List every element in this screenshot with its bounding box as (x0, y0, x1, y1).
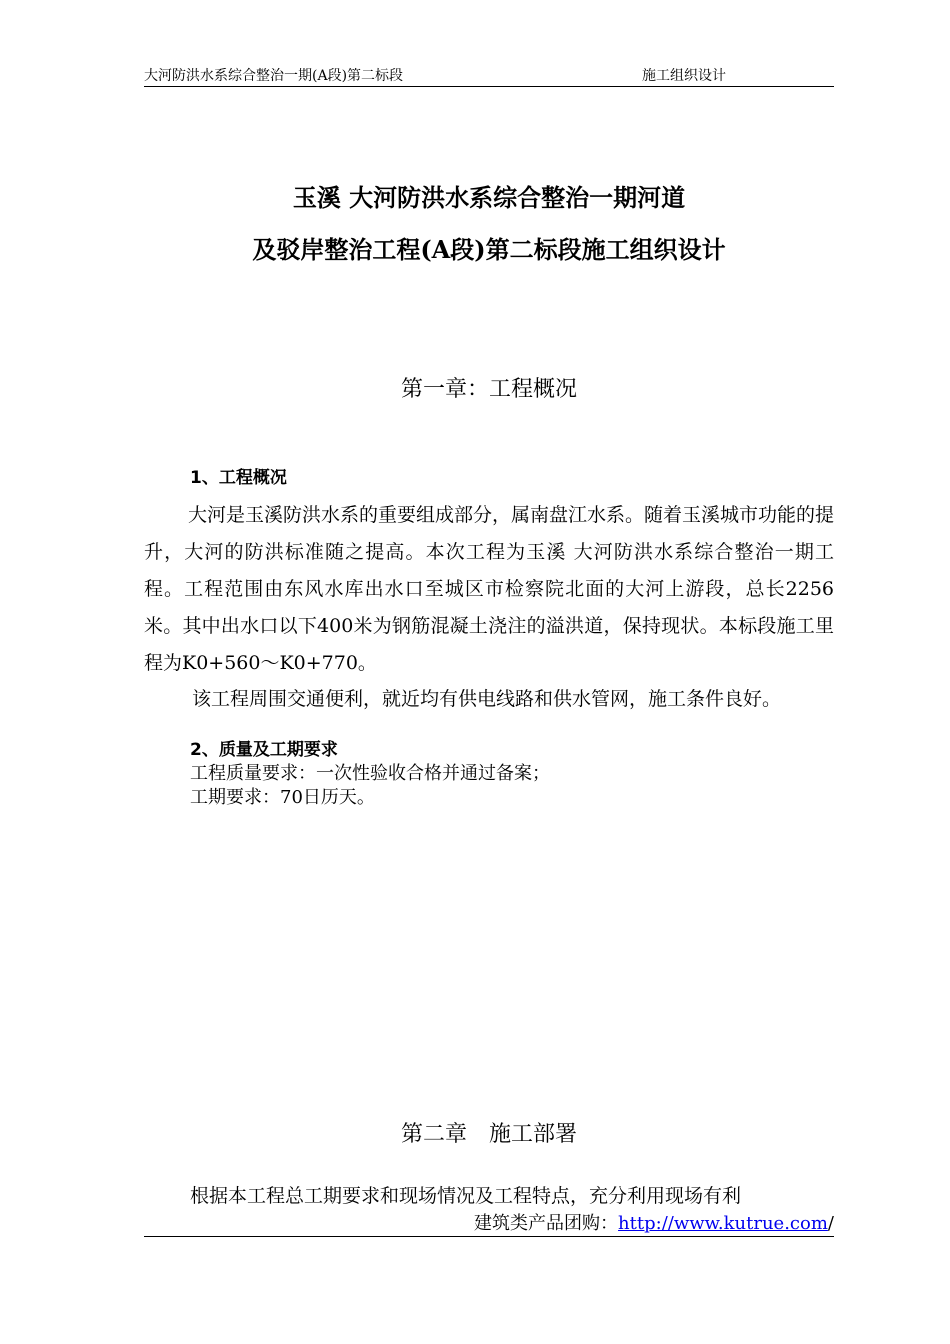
chapter-2-intro: 根据本工程总工期要求和现场情况及工程特点，充分利用现场有利 (190, 1185, 742, 1207)
section-1-paragraph-2: 该工程周围交通便利，就近均有供电线路和供水管网，施工条件良好。 (192, 688, 782, 710)
document-title (144, 172, 834, 276)
footer-link[interactable]: http://www.kutrue.com (618, 1213, 828, 1234)
footer-label: 建筑类产品团购： (474, 1213, 619, 1234)
header-project-name: 大河防洪水系综合整治一期(A段)第二标段 (144, 68, 404, 84)
chapter-2-title: 第二章 施工部署 (400, 1122, 577, 1147)
section-2-heading: 2、质量及工期要求 (190, 740, 338, 760)
schedule-requirement: 工期要求：70日历天。 (190, 787, 375, 808)
header-doc-type: 施工组织设计 (642, 68, 726, 84)
page-footer (144, 1212, 834, 1237)
section-1-paragraph-1: 大河是玉溪防洪水系的重要组成部分，属南盘江水系。随着玉溪城市功能的提升，大河的防洪标准随之提高。本次工程为玉溪 大河防洪水系综合整治一期工程。工程范围由东风水库出水口至城区市检察院北面的大河上游段，总长2256米。其中出水口以下400米为钢筋混凝土浇注的溢洪道，保持现状。本标段施工里程为K0+560～K0+770。 (144, 504, 835, 674)
footer-suffix: / (827, 1213, 834, 1234)
document-title-line-1: 玉溪 大河防洪水系综合整治一期河道 (292, 183, 686, 212)
section-1-heading: 1、工程概况 (190, 468, 287, 488)
quality-requirement: 工程质量要求：一次性验收合格并通过备案； (190, 763, 550, 784)
page-header (144, 66, 834, 87)
chapter-1-title: 第一章：工程概况 (400, 377, 577, 402)
document-title-line-2: 及驳岸整治工程(A段)第二标段施工组织设计 (252, 235, 726, 264)
